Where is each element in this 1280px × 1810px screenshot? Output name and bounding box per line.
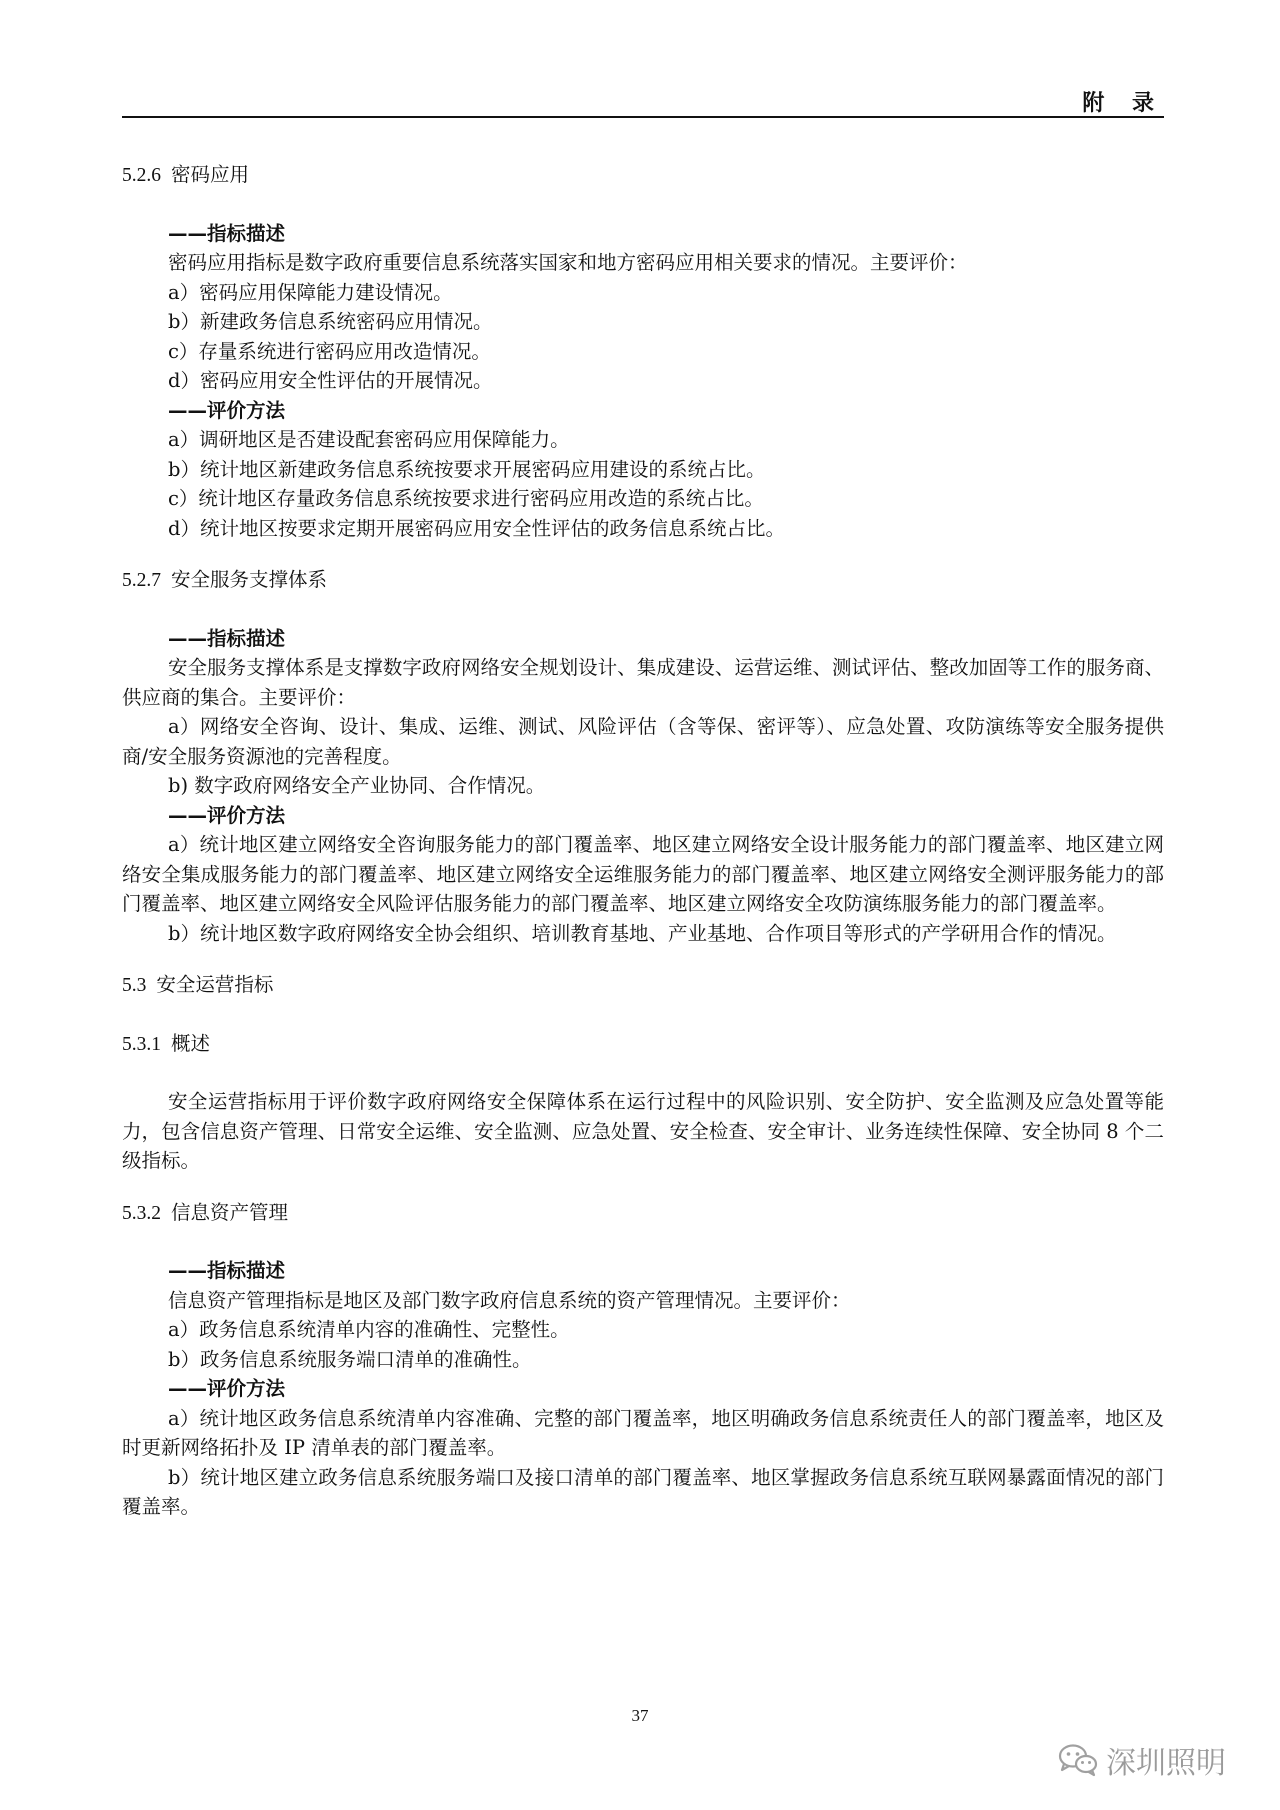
paragraph: b）统计地区建立政务信息系统服务端口及接口清单的部门覆盖率、地区掌握政务信息系统互联网暴露面情况的部门覆盖率。 xyxy=(122,1465,1164,1518)
subheading: ——评价方法 xyxy=(168,803,286,827)
watermark xyxy=(1058,1740,1226,1780)
section-title: 密码应用 xyxy=(171,163,250,186)
list-item: c）统计地区存量政务信息系统按要求进行密码应用改造的系统占比。 xyxy=(168,487,764,510)
subheading: ——指标描述 xyxy=(168,221,286,245)
list-item: b）统计地区新建政务信息系统按要求开展密码应用建设的系统占比。 xyxy=(168,457,766,481)
watermark-text: 深圳照明 xyxy=(1106,1746,1226,1781)
section-title: 信息资产管理 xyxy=(171,1200,289,1224)
list-item: a）密码应用保障能力建设情况。 xyxy=(168,280,453,304)
paragraph: a）网络安全咨询、设计、集成、运维、测试、风险评估（含等保、密评等）、应急处置、攻防演练等安全服务提供商/安全服务资源池的完善程度。 xyxy=(122,715,1164,768)
paragraph: a）统计地区建立网络安全咨询服务能力的部门覆盖率、地区建立网络安全设计服务能力的部门覆盖率、地区建立网络安全集成服务能力的部门覆盖率、地区建立网络安全运维服务能力的部门覆盖率、地区建立网络安全测评服务能力的部门覆盖率、地区建立网络安全风险评估服务能力的部门覆盖率、地区建立网络安全攻防演练服务能力的部门覆盖率。 xyxy=(122,833,1164,915)
section-title: 安全服务支撑体系 xyxy=(171,568,328,591)
wechat-icon xyxy=(1058,1743,1098,1777)
page-number: 37 xyxy=(631,1706,649,1725)
section-number: 5.2.6 xyxy=(122,165,161,186)
list-item: c）存量系统进行密码应用改造情况。 xyxy=(168,339,491,363)
document-body xyxy=(122,160,1164,1522)
subheading: ——指标描述 xyxy=(168,1259,286,1282)
paragraph: b）统计地区数字政府网络安全协会组织、培训教育基地、产业基地、合作项目等形式的产学研用合作的情况。 xyxy=(168,921,1117,945)
section-heading xyxy=(122,1198,1164,1229)
paragraph: 安全运营指标用于评价数字政府网络安全保障体系在运行过程中的风险识别、安全防护、安全监测及应急处置等能力，包含信息资产管理、日常安全运维、安全监测、应急处置、安全检查、安全审计、业务连续性保障、安全协同 8 个二级指标。 xyxy=(122,1090,1164,1172)
subheading: ——评价方法 xyxy=(168,1377,286,1400)
paragraph: b) 数字政府网络安全产业协同、合作情况。 xyxy=(168,774,546,797)
section-number: 5.3.2 xyxy=(122,1202,161,1224)
section-heading xyxy=(122,970,1164,1001)
subheading: ——指标描述 xyxy=(168,626,286,650)
section-title: 安全运营指标 xyxy=(156,973,274,996)
list-item: a）调研地区是否建设配套密码应用保障能力。 xyxy=(168,428,570,451)
appendix-label: 附 录 xyxy=(1082,91,1164,116)
list-item: d）统计地区按要求定期开展密码应用安全性评估的政务信息系统占比。 xyxy=(168,516,785,540)
subheading: ——评价方法 xyxy=(168,398,286,422)
section-heading xyxy=(122,1029,1164,1060)
section-title: 概述 xyxy=(171,1031,211,1055)
list-item: b）新建政务信息系统密码应用情况。 xyxy=(168,310,493,333)
paragraph: 安全服务支撑体系是支撑数字政府网络安全规划设计、集成建设、运营运维、测试评估、整改加固等工作的服务商、供应商的集合。主要评价： xyxy=(122,656,1164,709)
paragraph: 密码应用指标是数字政府重要信息系统落实国家和地方密码应用相关要求的情况。主要评价： xyxy=(168,251,968,274)
list-item: b）政务信息系统服务端口清单的准确性。 xyxy=(168,1347,532,1371)
section-heading xyxy=(122,565,1164,596)
section-number: 5.2.7 xyxy=(122,570,161,591)
paragraph: 信息资产管理指标是地区及部门数字政府信息系统的资产管理情况。主要评价： xyxy=(168,1288,851,1312)
list-item: a）政务信息系统清单内容的准确性、完整性。 xyxy=(168,1318,570,1341)
section-number: 5.3 xyxy=(122,975,147,996)
section-number: 5.3.1 xyxy=(122,1033,161,1055)
page-header xyxy=(122,84,1164,118)
list-item: d）密码应用安全性评估的开展情况。 xyxy=(168,369,493,392)
paragraph: a）统计地区政务信息系统清单内容准确、完整的部门覆盖率，地区明确政务信息系统责任人的部门覆盖率，地区及时更新网络拓扑及 IP 清单表的部门覆盖率。 xyxy=(122,1406,1164,1459)
section-heading xyxy=(122,160,1164,191)
